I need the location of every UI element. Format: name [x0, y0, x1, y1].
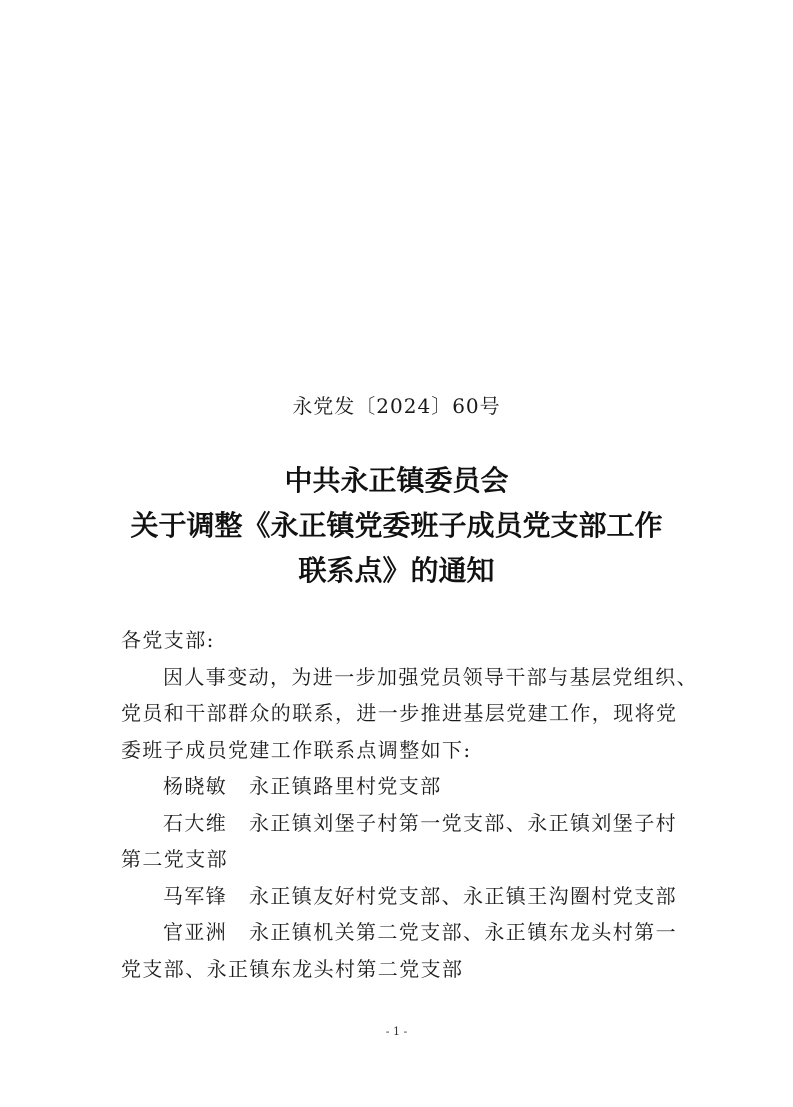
member-name: 杨晓敏: [163, 774, 228, 798]
member-name: 马军锋: [163, 883, 228, 908]
branch-list: 永正镇路里村党支部: [249, 774, 442, 798]
branch-list: 永正镇友好村党支部、永正镇王沟圈村党支部: [249, 883, 677, 908]
title-line-1: 中共永正镇委员会: [284, 464, 509, 497]
title-line-2: 关于调整《永正镇党委班子成员党支部工作: [130, 509, 663, 542]
branch-list: 永正镇机关第二党支部、永正镇东龙头村第一: [249, 920, 677, 944]
document-number: 永党发〔2024〕60号: [292, 394, 501, 418]
branch-list: 永正镇刘堡子村第一党支部、永正镇刘堡子村: [249, 810, 677, 835]
branch-list-continued: 党支部、永正镇东龙头村第二党支部: [121, 956, 464, 981]
assignment-row: [121, 805, 681, 842]
branch-list-continued: 第二党支部: [121, 847, 228, 871]
title-line-3: 联系点》的通知: [298, 554, 495, 587]
member-name: 官亚洲: [163, 920, 228, 944]
intro-line-1: 因人事变动，为进一步加强党员领导干部与基层党组织、: [163, 664, 698, 689]
document-title: [0, 458, 793, 593]
intro-line-3: 委班子成员党建工作联系点调整如下:: [121, 737, 472, 762]
page-number: - 1 -: [385, 1025, 408, 1038]
member-name: 石大维: [163, 810, 228, 835]
intro-line-2: 党员和干部群众的联系，进一步推进基层党建工作，现将党: [121, 701, 678, 725]
assignment-row: [121, 878, 681, 915]
assignment-row: [121, 768, 681, 805]
salutation: 各党支部:: [121, 628, 215, 652]
assignment-row: [121, 914, 681, 951]
document-body: [121, 622, 698, 987]
